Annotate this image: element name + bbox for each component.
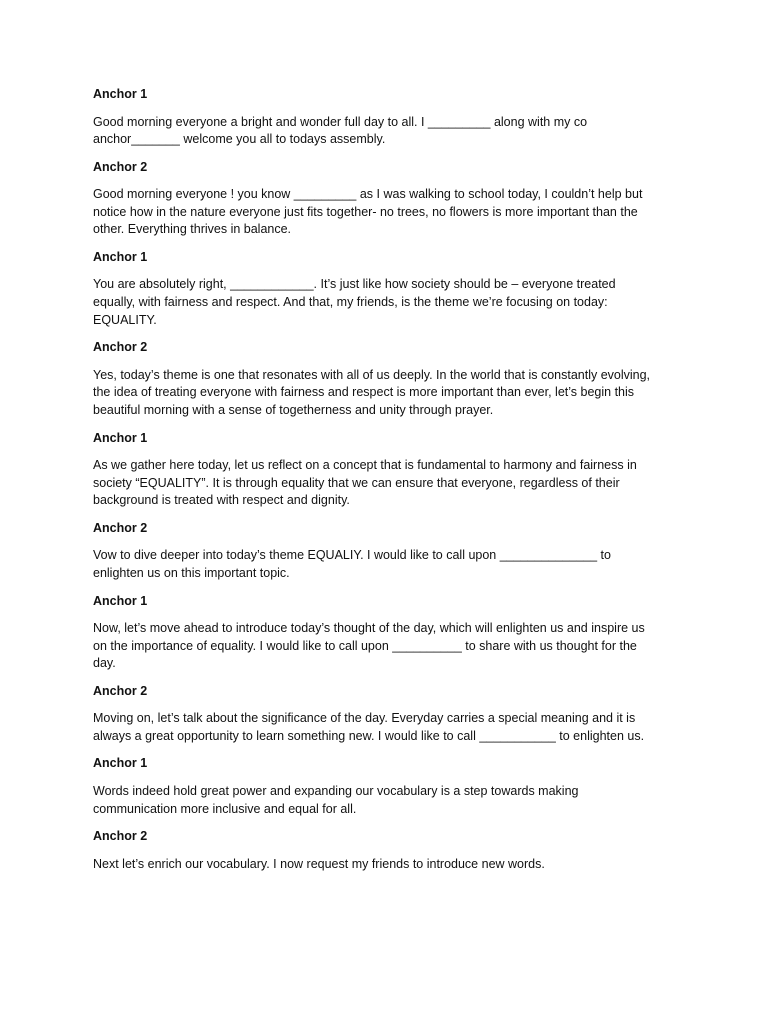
paragraph-line: anchor_______ welcome you all to todays assembly.: [93, 132, 386, 147]
paragraph-line: day.: [93, 656, 116, 671]
paragraph-line: You are absolutely right, ____________. It’s just like how society should be – everyone treated: [93, 277, 616, 292]
speaker-heading: Anchor 1: [93, 249, 148, 264]
paragraph-line: notice how in the nature everyone just fits together- no trees, no flowers is more important than the: [93, 204, 638, 219]
paragraph-line: society “EQUALITY”. It is through equality that we can ensure that everyone, regardless of their: [93, 475, 620, 490]
speaker-heading: Anchor 2: [93, 159, 148, 174]
dialogue-block: [93, 339, 678, 419]
dialogue-paragraph: [93, 547, 678, 582]
paragraph-line: As we gather here today, let us reflect on a concept that is fundamental to harmony and fairness in: [93, 458, 637, 473]
dialogue-block: [93, 593, 678, 673]
paragraph-line: always a great opportunity to learn something new. I would like to call ___________ to enlighten us.: [93, 728, 645, 743]
dialogue-paragraph: [93, 186, 678, 239]
dialogue-block: [93, 755, 678, 818]
dialogue-paragraph: [93, 367, 678, 420]
speaker-heading: Anchor 2: [93, 340, 148, 355]
dialogue-block: [93, 249, 678, 329]
speaker-heading: Anchor 1: [93, 87, 148, 101]
speaker-heading: Anchor 1: [93, 430, 148, 445]
dialogue-block: [93, 683, 678, 746]
document-page: [93, 86, 678, 883]
paragraph-line: EQUALITY.: [93, 312, 157, 327]
paragraph-line: on the importance of equality. I would like to call upon __________ to share with us thought for the: [93, 638, 637, 653]
paragraph-line: background is treated with respect and dignity.: [93, 493, 350, 508]
dialogue-paragraph: [93, 620, 678, 673]
paragraph-line: Good morning everyone ! you know _________ as I was walking to school today, I couldn’t help but: [93, 187, 643, 202]
speaker-heading: Anchor 1: [93, 756, 148, 771]
paragraph-line: Yes, today’s theme is one that resonates with all of us deeply. In the world that is constantly evolving,: [93, 367, 651, 382]
paragraph-line: equally, with fairness and respect. And that, my friends, is the theme we’re focusing on today:: [93, 295, 608, 310]
paragraph-line: beautiful morning with a sense of togetherness and unity through prayer.: [93, 402, 494, 417]
dialogue-paragraph: [93, 783, 678, 818]
speaker-heading: Anchor 2: [93, 683, 148, 698]
dialogue-block: [93, 159, 678, 239]
paragraph-line: communication more inclusive and equal for all.: [93, 801, 357, 816]
dialogue-paragraph: [93, 710, 678, 745]
paragraph-line: Now, let’s move ahead to introduce today’s thought of the day, which will enlighten us and inspire us: [93, 621, 645, 635]
paragraph-line: Vow to dive deeper into today’s theme EQUALIY. I would like to call upon ______________ to: [93, 548, 611, 563]
dialogue-block: [93, 86, 678, 149]
paragraph-line: enlighten us on this important topic.: [93, 565, 290, 580]
dialogue-paragraph: [93, 276, 678, 329]
speaker-heading: Anchor 2: [93, 520, 148, 535]
speaker-heading: Anchor 2: [93, 829, 148, 844]
paragraph-line: Next let’s enrich our vocabulary. I now request my friends to introduce new words.: [93, 856, 545, 871]
dialogue-paragraph: [93, 114, 678, 149]
dialogue-paragraph: [93, 457, 678, 510]
paragraph-line: Moving on, let’s talk about the significance of the day. Everyday carries a special meaning and it is: [93, 711, 636, 726]
dialogue-block: [93, 520, 678, 583]
speaker-heading: Anchor 1: [93, 593, 148, 608]
paragraph-line: Good morning everyone a bright and wonder full day to all. I _________ along with my co: [93, 114, 588, 129]
paragraph-line: other. Everything thrives in balance.: [93, 222, 292, 237]
dialogue-paragraph: [93, 856, 678, 874]
paragraph-line: the idea of treating everyone with fairness and respect is more important than ever, let’s begin this: [93, 385, 635, 400]
dialogue-block: [93, 430, 678, 510]
dialogue-block: [93, 828, 678, 873]
paragraph-line: Words indeed hold great power and expanding our vocabulary is a step towards making: [93, 783, 579, 798]
